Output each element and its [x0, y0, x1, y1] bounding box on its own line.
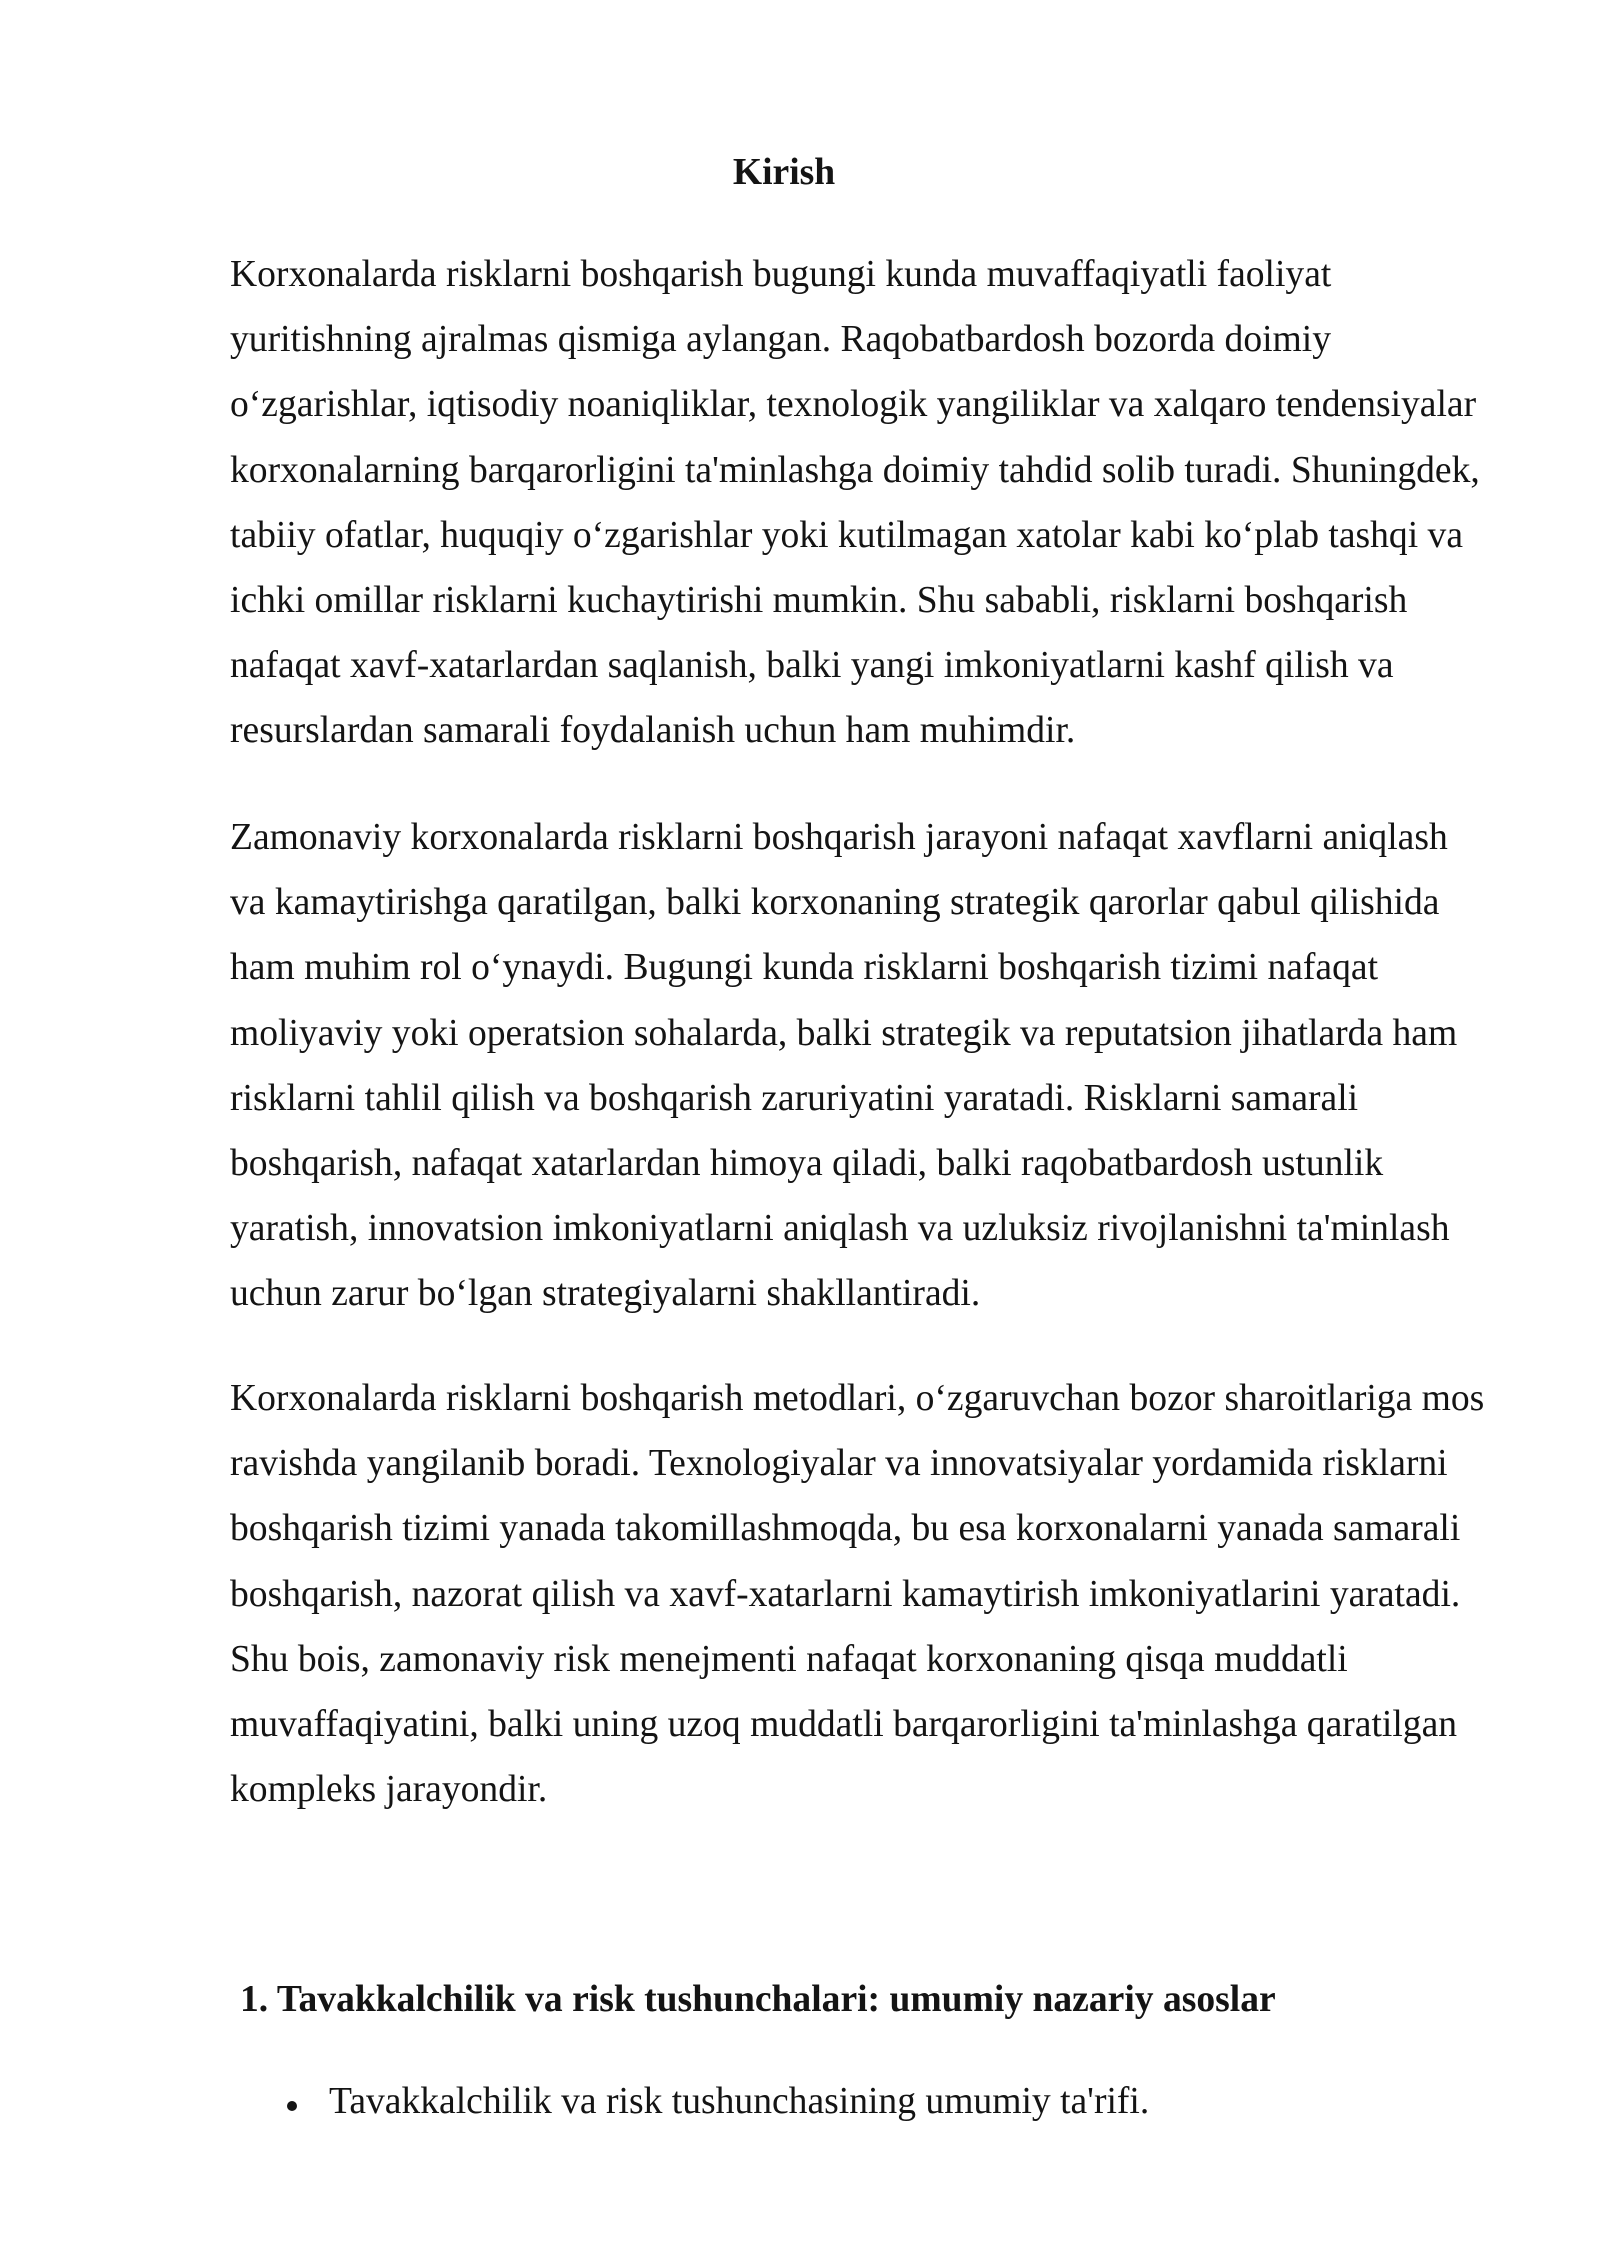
paragraph-line: ichki omillar risklarni kuchaytirishi mumkin. Shu sababli, risklarni boshqarish [230, 580, 1408, 622]
paragraph-line: resurslardan samarali foydalanish uchun ham muhimdir. [230, 710, 1076, 752]
paragraph-line: tabiiy ofatlar, huquqiy o‘zgarishlar yoki kutilmagan xatolar kabi ko‘plab tashqi va [230, 514, 1464, 556]
paragraph-line: Korxonalarda risklarni boshqarish metodlari, o‘zgaruvchan bozor sharoitlariga mos [230, 1378, 1485, 1419]
paragraph-line: kompleks jarayondir. [230, 1769, 548, 1811]
paragraph-line: boshqarish, nazorat qilish va xavf-xatarlarni kamaytirish imkoniyatlarini yaratadi. [230, 1573, 1461, 1615]
paragraph-line: yaratish, innovatsion imkoniyatlarni aniqlash va uzluksiz rivojlanishni ta'minlash [230, 1208, 1450, 1250]
list-item: Tavakkalchilik va risk tushunchasining umumiy ta'rifi. [329, 2081, 1150, 2122]
intro-paragraph-1 [230, 242, 1530, 764]
paragraph-line: muvaffaqiyatini, balki uning uzoq muddatli barqarorligini ta'minlashga qaratilgan [230, 1704, 1458, 1746]
paragraph-line: Korxonalarda risklarni boshqarish bugungi kunda muvaffaqiyatli faoliyat [230, 254, 1332, 295]
page-title: Kirish [732, 152, 836, 193]
paragraph-line: Shu bois, zamonaviy risk menejmenti nafaqat korxonaning qisqa muddatli [230, 1638, 1348, 1680]
paragraph-line: nafaqat xavf-xatarlardan saqlanish, balki yangi imkoniyatlarni kashf qilish va [230, 645, 1394, 687]
paragraph-line: yuritishning ajralmas qismiga aylangan. Raqobatbardosh bozorda doimiy [230, 319, 1332, 361]
bullet-dot-icon [287, 2101, 297, 2111]
paragraph-line: korxonalarning barqarorligini ta'minlashga doimiy tahdid solib turadi. Shuningdek, [230, 449, 1480, 491]
paragraph-line: o‘zgarishlar, iqtisodiy noaniqliklar, texnologik yangiliklar va xalqaro tendensiyalar [230, 384, 1477, 426]
paragraph-line: ravishda yangilanib boradi. Texnologiyalar va innovatsiyalar yordamida risklarni [230, 1443, 1448, 1485]
paragraph-line: moliyaviy yoki operatsion sohalarda, balki strategik va reputatsion jihatlarda ham [230, 1012, 1458, 1054]
paragraph-line: Zamonaviy korxonalarda risklarni boshqarish jarayoni nafaqat xavflarni aniqlash [230, 817, 1448, 858]
section-heading: 1. Tavakkalchilik va risk tushunchalari: umumiy nazariy asoslar [240, 1979, 1276, 2020]
paragraph-line: boshqarish, nafaqat xatarlardan himoya qiladi, balki raqobatbardosh ustunlik [230, 1143, 1384, 1185]
intro-paragraph-3 [230, 1366, 1530, 1822]
bullet-list [0, 2069, 1600, 2135]
paragraph-line: uchun zarur bo‘lgan strategiyalarni shakllantiradi. [230, 1273, 981, 1315]
paragraph-line: boshqarish tizimi yanada takomillashmoqda, bu esa korxonalarni yanada samarali [230, 1508, 1461, 1550]
paragraph-line: ham muhim rol o‘ynaydi. Bugungi kunda risklarni boshqarish tizimi nafaqat [230, 947, 1379, 989]
paragraph-line: va kamaytirishga qaratilgan, balki korxonaning strategik qarorlar qabul qilishida [230, 882, 1440, 924]
intro-paragraph-2 [230, 805, 1530, 1327]
paragraph-line: risklarni tahlil qilish va boshqarish zaruriyatini yaratadi. Risklarni samarali [230, 1077, 1359, 1119]
